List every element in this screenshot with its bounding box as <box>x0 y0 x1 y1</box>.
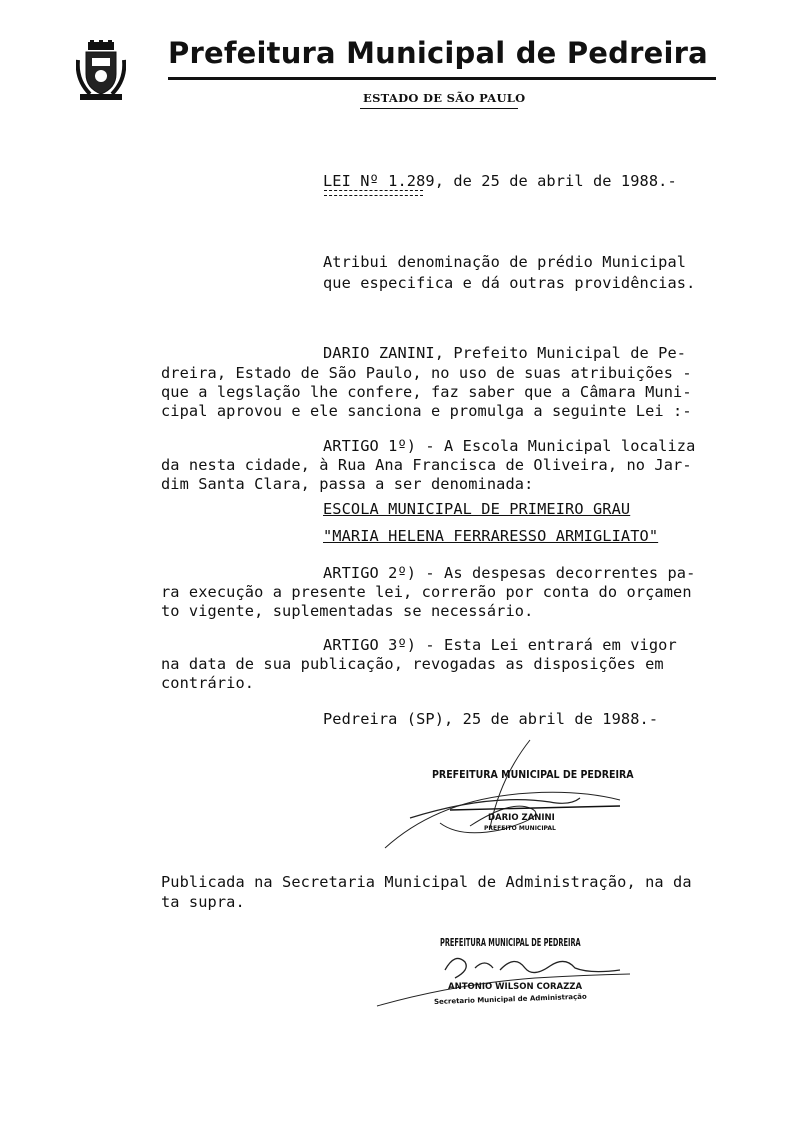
secretary-name: ANTONIO WILSON CORAZZA <box>448 982 583 992</box>
header-state: ESTADO DE SÃO PAULO <box>363 91 526 105</box>
article3-line: ARTIGO 3º) - Esta Lei entrará em vigor <box>323 636 677 654</box>
article2-line: to vigente, suplementadas se necessário. <box>161 602 534 620</box>
preamble-line: cipal aprovou e ele sanciona e promulga a seguinte Lei :- <box>161 402 692 420</box>
publication-line: ta supra. <box>161 893 245 911</box>
article2-line: ra execução a presente lei, correrão por conta do orçamen <box>161 583 692 601</box>
mayor-name: DARIO ZANINI <box>488 813 555 823</box>
publication-line: Publicada na Secretaria Municipal de Administração, na da <box>161 873 692 891</box>
article1-line: da nesta cidade, à Rua Ana Francisca de Oliveira, no Jar- <box>161 456 692 474</box>
school-type: ESCOLA MUNICIPAL DE PRIMEIRO GRAU <box>323 500 631 518</box>
article3-line: na data de sua publicação, revogadas as disposições em <box>161 655 664 673</box>
secretary-role: Secretario Municipal de Administração <box>433 992 587 1006</box>
article1-line: ARTIGO 1º) - A Escola Municipal localiza <box>323 437 696 455</box>
article2-line: ARTIGO 2º) - As despesas decorrentes pa- <box>323 564 696 582</box>
preamble-line: DARIO ZANINI, Prefeito Municipal de Pe- <box>323 344 687 362</box>
mayor-role: PREFEITO MUNICIPAL <box>484 825 556 832</box>
law-number-underline <box>324 190 423 196</box>
header-state-rule <box>360 108 518 109</box>
law-date: , de 25 de abril de 1988.- <box>434 172 677 190</box>
summary-line: Atribui denominação de prédio Municipal <box>323 253 687 271</box>
header-rule <box>168 77 716 80</box>
coat-of-arms-icon <box>76 40 126 102</box>
law-title <box>323 172 677 190</box>
article1-line: dim Santa Clara, passa a ser denominada: <box>161 475 534 493</box>
header-title: Prefeitura Municipal de Pedreira <box>168 36 708 70</box>
mayor-signature-icon <box>380 738 630 853</box>
school-name: "MARIA HELENA FERRARESSO ARMIGLIATO" <box>323 527 659 545</box>
summary-line: que especifica e dá outras providências. <box>323 274 696 292</box>
preamble-line: que a legslação lhe confere, faz saber que a Câmara Muni- <box>161 383 692 401</box>
preamble-line: dreira, Estado de São Paulo, no uso de suas atribuições - <box>161 364 692 382</box>
mayor-stamp: PREFEITURA MUNICIPAL DE PEDREIRA <box>432 768 634 781</box>
article3-line: contrário. <box>161 674 255 692</box>
secretary-stamp: PREFEITURA MUNICIPAL DE PEDREIRA <box>440 936 581 949</box>
law-number: LEI Nº 1.289 <box>323 172 435 190</box>
place-date: Pedreira (SP), 25 de abril de 1988.- <box>323 710 659 728</box>
